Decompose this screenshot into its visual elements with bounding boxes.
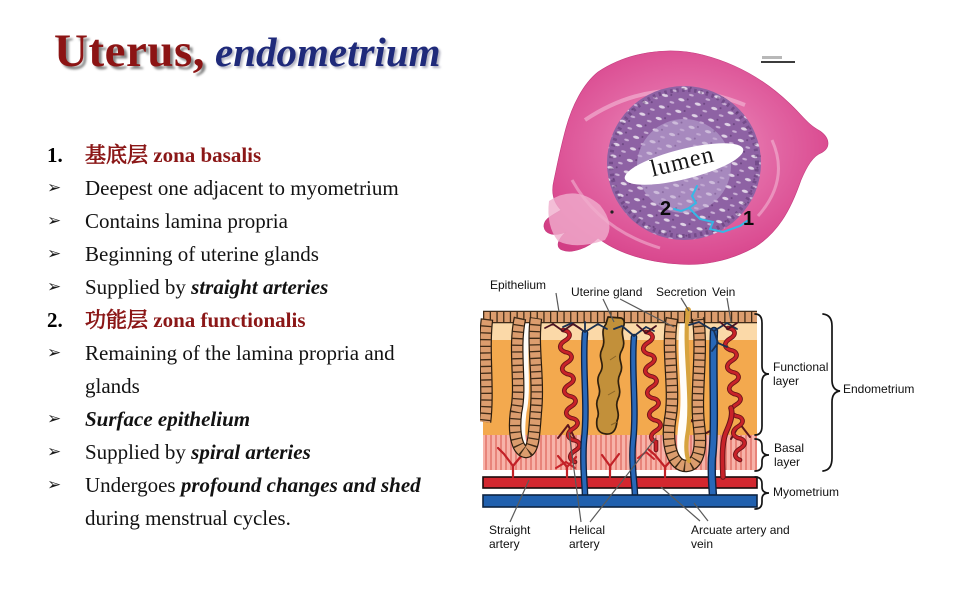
list-item	[47, 205, 451, 238]
layer-braces	[755, 314, 840, 509]
endometrium-brace	[823, 314, 840, 471]
arrow-bullet-icon: ➢	[47, 475, 62, 495]
arrow-bullet-icon: ➢	[47, 277, 62, 297]
arrow-bullet-icon: ➢	[47, 343, 62, 363]
straight-artery-label: Straight artery	[489, 523, 531, 551]
item-text: Undergoes profound changes and shed during menstrual cycles.	[85, 473, 421, 530]
scale-bar-line	[761, 61, 795, 63]
page-title	[54, 24, 441, 78]
uterine-gland-label: Uterine gland	[571, 285, 643, 299]
basal-layer-label: Basal layer	[774, 441, 805, 469]
scale-bar-text	[762, 56, 782, 59]
vein-label: Vein	[712, 285, 736, 299]
item-text: Beginning of uterine glands	[85, 242, 319, 266]
lumen-label: lumen	[647, 141, 718, 183]
helical-artery-label: Helical artery	[569, 523, 606, 551]
title-uterus: Uterus,	[54, 25, 205, 77]
item-text: Contains lamina propria	[85, 209, 288, 233]
epithelium-label: Epithelium	[490, 278, 547, 292]
item-text: Remaining of the lamina propria and glands	[85, 341, 395, 398]
arcuate-artery-vein-label: Arcuate artery and vein	[691, 523, 790, 551]
functional-layer-brace	[755, 314, 769, 435]
basal-layer-brace	[755, 439, 769, 471]
item-text: Supplied by straight arteries	[85, 275, 329, 299]
item-number: 1.	[47, 143, 63, 167]
item-text: Supplied by spiral arteries	[85, 440, 311, 464]
title-endometrium: endometrium	[215, 29, 441, 75]
arrow-bullet-icon: ➢	[47, 244, 62, 264]
secretion-label: Secretion	[656, 285, 707, 299]
arrow-bullet-icon: ➢	[47, 178, 62, 198]
item-text: Deepest one adjacent to myometrium	[85, 176, 399, 200]
zona-basalis-marker: 1	[743, 208, 755, 230]
list-item	[47, 436, 451, 469]
endometrium-label: Endometrium	[843, 382, 915, 396]
scale-bar	[761, 56, 795, 63]
item-text: 基底层 zona basalis	[85, 143, 262, 167]
list-item	[47, 469, 451, 535]
item-number: 2.	[47, 308, 63, 332]
list-item-zona-basalis	[47, 139, 451, 172]
arrow-bullet-icon: ➢	[47, 442, 62, 462]
item-text: Surface epithelium	[85, 407, 251, 431]
arrow-bullet-icon: ➢	[47, 409, 62, 429]
tissue-speck	[610, 210, 613, 213]
myometrium-label: Myometrium	[773, 485, 840, 499]
arcuate-vein-band	[483, 495, 757, 507]
list-item	[47, 271, 451, 304]
item-text: 功能层 zona functionalis	[85, 308, 306, 332]
bullet-list	[47, 139, 451, 535]
list-item	[47, 337, 451, 403]
list-item-zona-functionalis	[47, 304, 451, 337]
list-item	[47, 238, 451, 271]
list-item	[47, 403, 451, 436]
arrow-bullet-icon: ➢	[47, 211, 62, 231]
zona-functionalis-marker: 2	[660, 198, 672, 220]
list-item	[47, 172, 451, 205]
functional-layer-label: Functional layer	[773, 360, 829, 388]
